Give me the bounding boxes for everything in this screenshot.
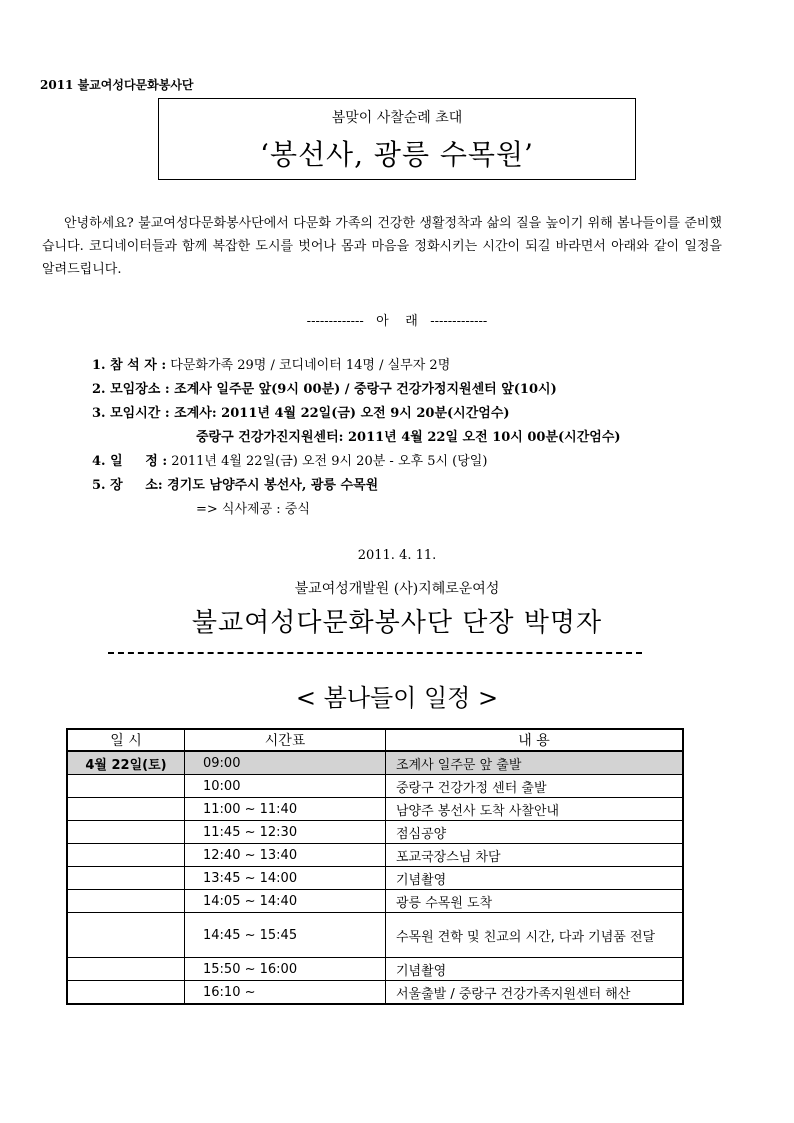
cell-date xyxy=(67,981,185,1005)
detail-item xyxy=(92,402,621,426)
cell-date xyxy=(67,844,185,867)
detail-value: 조계사: 2011년 4월 22일(금) 오전 9시 20분(시간엄수) xyxy=(169,406,510,421)
cell-time: 13:45 ~ 14:00 xyxy=(185,867,386,890)
cell-date xyxy=(67,890,185,913)
cell-date xyxy=(67,775,185,798)
cell-date xyxy=(67,867,185,890)
cell-date xyxy=(67,958,185,981)
detail-item xyxy=(92,354,621,378)
cell-content: 조계사 일주문 앞 출발 xyxy=(386,751,684,775)
document-date: 2011. 4. 11. xyxy=(357,548,437,563)
detail-value: 조계사 일주문 앞(9시 00분) / 중랑구 건강가정지원센터 앞(10시) xyxy=(169,382,557,397)
cell-date xyxy=(67,821,185,844)
table-row xyxy=(67,890,683,913)
table-row xyxy=(67,751,683,775)
cell-content: 수목원 견학 및 친교의 시간, 다과 기념품 전달 xyxy=(386,913,684,958)
detail-value: 2011년 4월 22일(금) 오전 9시 20분 - 오후 5시 (당일) xyxy=(167,454,488,469)
table-row xyxy=(67,844,683,867)
cell-content: 포교국장스님 차담 xyxy=(386,844,684,867)
title-box xyxy=(158,98,636,180)
cell-content: 기념촬영 xyxy=(386,958,684,981)
cell-content: 남양주 봉선사 도착 사찰안내 xyxy=(386,798,684,821)
cell-content: 점심공양 xyxy=(386,821,684,844)
org-name: 2011 불교여성다문화봉사단 xyxy=(40,78,194,92)
sponsor-org: 불교여성개발원 (사)지혜로운여성 xyxy=(294,581,500,597)
detail-item xyxy=(92,378,621,402)
cell-date: 4월 22일(토) xyxy=(67,751,185,775)
schedule-table xyxy=(66,728,684,1005)
table-header-row xyxy=(67,729,683,751)
detail-label: 5. 장 소: xyxy=(92,478,163,493)
cell-content: 광릉 수목원 도착 xyxy=(386,890,684,913)
cell-time: 16:10 ~ xyxy=(185,981,386,1005)
cell-date xyxy=(67,913,185,958)
cell-content: 서울출발 / 중랑구 건강가족지원센터 해산 xyxy=(386,981,684,1005)
header-time: 시간표 xyxy=(185,729,386,751)
invitation-subtitle: 봄맞이 사찰순례 초대 xyxy=(331,110,463,126)
detail-item xyxy=(92,450,621,474)
detail-value: 다문화가족 29명 / 코디네이터 14명 / 실무자 2명 xyxy=(166,358,451,373)
table-row xyxy=(67,981,683,1005)
section-divider-arae: ------------- 아 래 ------------- xyxy=(306,314,488,329)
detail-label: 4. 일 정 : xyxy=(92,454,168,469)
cell-time: 10:00 xyxy=(185,775,386,798)
leader-signature: 불교여성다문화봉사단 단장 박명자 xyxy=(191,608,603,638)
detail-value: => 식사제공 : 중식 xyxy=(196,502,310,517)
table-row xyxy=(67,821,683,844)
cell-content: 중랑구 건강가정 센터 출발 xyxy=(386,775,684,798)
invitation-title: ‘봉선사, 광릉 수목원’ xyxy=(260,138,534,171)
table-row xyxy=(67,913,683,958)
cell-time: 14:45 ~ 15:45 xyxy=(185,913,386,958)
cell-time: 14:05 ~ 14:40 xyxy=(185,890,386,913)
cell-time: 12:40 ~ 13:40 xyxy=(185,844,386,867)
schedule-title: < 봄나들이 일정 > xyxy=(295,684,499,712)
detail-item xyxy=(92,498,621,522)
divider-line xyxy=(108,652,642,654)
detail-value: 중랑구 건강가진지원센터: 2011년 4월 22일 오전 10시 00분(시간엄수) xyxy=(196,430,621,445)
detail-value: 경기도 남양주시 봉선사, 광릉 수목원 xyxy=(162,478,379,493)
detail-label: 1. 참 석 자 : xyxy=(92,358,167,373)
table-row xyxy=(67,798,683,821)
cell-time: 11:45 ~ 12:30 xyxy=(185,821,386,844)
intro-paragraph: 안녕하세요? 불교여성다문화봉사단에서 다문화 가족의 건강한 생활정착과 삶의 질을 높이기 위해 봄나들이를 준비했습니다. 코디네이터들과 함께 복잡한 도시를 벗어나 몸과 마음을 정화시키는 시간이 되길 바라면서 아래와 같이 일정을 알려드립니다. xyxy=(42,216,722,277)
detail-label: 2. 모임장소 : xyxy=(92,382,170,397)
cell-content: 기념촬영 xyxy=(386,867,684,890)
cell-time: 11:00 ~ 11:40 xyxy=(185,798,386,821)
cell-time: 15:50 ~ 16:00 xyxy=(185,958,386,981)
header-date: 일 시 xyxy=(67,729,185,751)
header-content: 내 용 xyxy=(386,729,684,751)
details-list xyxy=(92,354,621,522)
table-row xyxy=(67,958,683,981)
cell-time: 09:00 xyxy=(185,751,386,775)
table-row xyxy=(67,867,683,890)
detail-item xyxy=(92,426,621,450)
detail-label: 3. 모임시간 : xyxy=(92,406,170,421)
cell-date xyxy=(67,798,185,821)
detail-item xyxy=(92,474,621,498)
table-row xyxy=(67,775,683,798)
